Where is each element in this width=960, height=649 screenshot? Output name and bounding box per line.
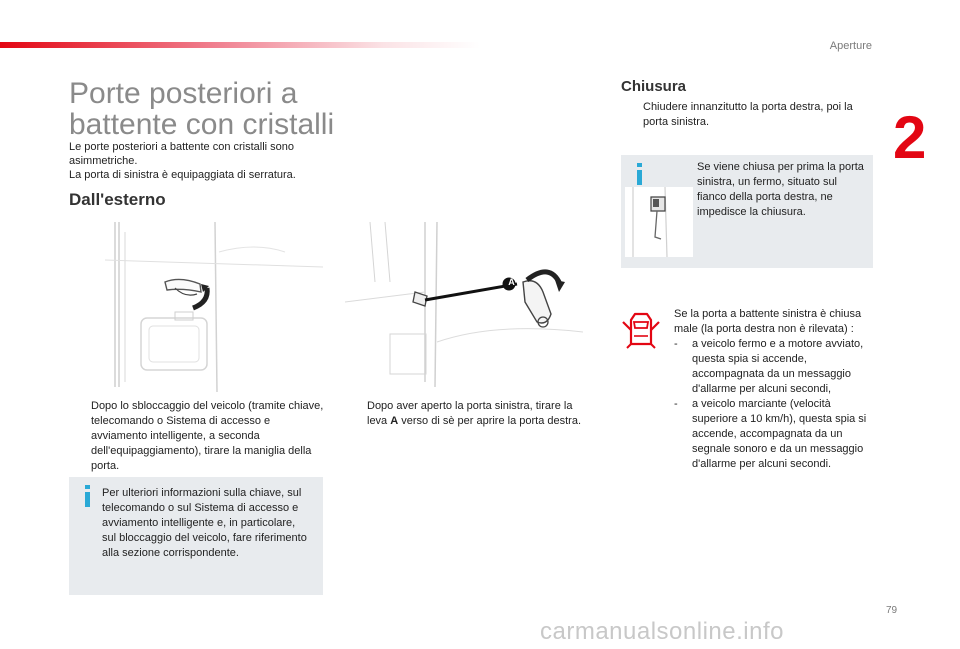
intro-line-1: Le porte posteriori a battente con cristalli sono asimmetriche. [69, 141, 295, 167]
chapter-number: 2 [893, 104, 927, 171]
door-warning-text [674, 307, 874, 472]
section-label: Aperture [829, 40, 872, 52]
info-box-key-text: Per ulteriori informazioni sulla chiave, sul telecomando o sul Sistema di accesso e avviamento intelligente e, in particolare, sul bloccaggio del veicolo, fare riferimento alla sezione corrispondente. [102, 487, 307, 559]
heading-exterior: Dall'esterno [69, 190, 166, 209]
latch-illustration [625, 187, 693, 257]
title-line-1: Porte posteriori a [69, 77, 298, 110]
info-box-latch-text: Se viene chiusa per prima la porta sinistra, un fermo, situato sul fianco della porta destra, ne impedisce la chiusura. [697, 161, 864, 218]
step-text: Dopo aver aperto la porta sinistra, tirare la leva A verso di sè per aprire la porta destra. [367, 400, 582, 427]
callout-a-label: A [508, 277, 515, 287]
step-unlock-pull-handle [69, 399, 324, 474]
warning-item: - a veicolo marciante (velocità superiore a 10 km/h), questa spia si accende, accompagnata da un segnale sonoro e da un messaggio d'allarme per alcuni secondi. [674, 398, 867, 470]
intro-text [69, 140, 329, 182]
info-icon [631, 163, 649, 187]
info-icon [79, 485, 97, 509]
step-text: Chiudere innanzitutto la porta destra, poi la porta sinistra. [643, 101, 853, 128]
step-pull-lever-a [345, 399, 585, 429]
watermark: carmanualsonline.info [540, 618, 784, 645]
warning-item-text: a veicolo marciante (velocità superiore a 10 km/h), questa spia si accende, accompagnata da un segnale sonoro e da un messaggio d'allarme per alcuni secondi. [692, 398, 867, 470]
door-open-warning-lamp-icon [621, 310, 661, 350]
page-number: 79 [886, 605, 898, 616]
page-title [69, 78, 339, 140]
step-close-order [621, 100, 873, 130]
step-text: Dopo lo sbloccaggio del veicolo (tramite chiave, telecomando o Sistema di accesso e avviamento intelligente, a seconda dell'equipaggiamento), tirare la maniglia della porta. [91, 400, 324, 472]
warning-intro: Se la porta a battente sinistra è chiusa male (la porta destra non è rilevata) : [674, 308, 862, 335]
title-line-2: battente con cristalli [69, 108, 335, 141]
warning-item-text: a veicolo fermo e a motore avviato, questa spia si accende, accompagnata da un messaggio d'allarme per alcuni secondi, [692, 338, 864, 395]
intro-line-2: La porta di sinistra è equipaggiata di serratura. [69, 169, 296, 181]
heading-closing: Chiusura [621, 78, 687, 95]
door-handle-illustration [105, 222, 323, 392]
header-accent-bar [0, 42, 480, 48]
door-lever-illustration [345, 222, 583, 392]
warning-item: - a veicolo fermo e a motore avviato, questa spia si accende, accompagnata da un messaggio d'allarme per alcuni secondi, [674, 338, 864, 395]
